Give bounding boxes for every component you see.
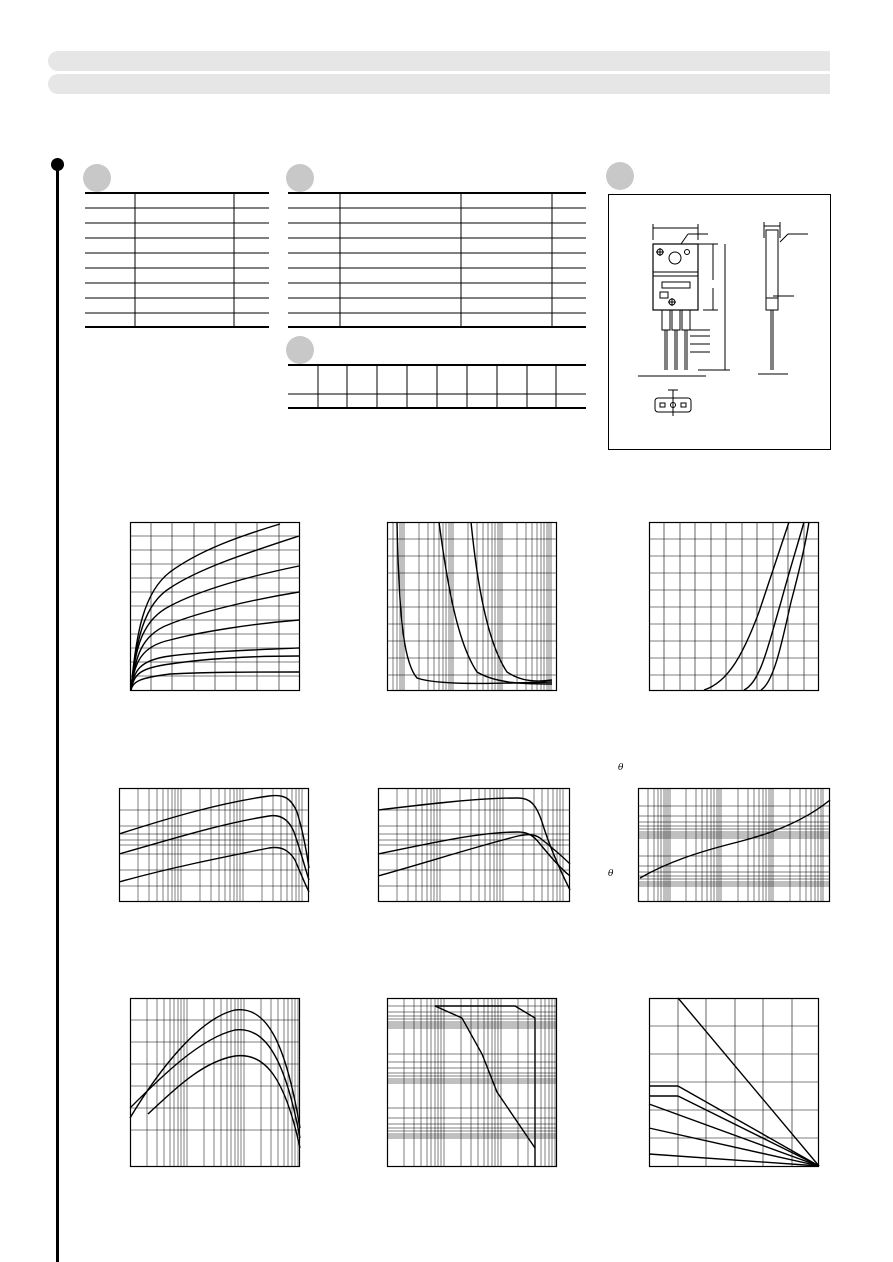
header-band-top	[48, 51, 830, 71]
graph-output-characteristics	[130, 522, 302, 692]
graph-fT-vs-ic	[130, 998, 302, 1168]
characteristics-table	[288, 192, 587, 330]
ratings-table	[85, 192, 270, 330]
graph-thermal-resistance	[638, 788, 832, 904]
left-spine-line	[56, 166, 59, 1262]
outline-section-badge	[606, 162, 634, 190]
graph-hfe-vs-ic-b	[378, 788, 572, 904]
graph-hfe-vs-ic-a	[119, 788, 311, 904]
package-outline-drawing	[608, 194, 832, 452]
ratings-section-badge	[83, 164, 111, 192]
header-band-bottom	[48, 74, 830, 94]
hfe-rank-section-badge	[286, 336, 314, 364]
graph-power-derating	[649, 998, 821, 1168]
graph-transfer-characteristics	[649, 522, 821, 692]
characteristics-section-badge	[286, 164, 314, 192]
spine-bullet-icon	[51, 158, 64, 171]
thermal-theta-label-top: θ	[618, 763, 624, 773]
hfe-rank-table	[288, 364, 587, 412]
thermal-theta-label-axis: θ	[608, 869, 614, 879]
graph-safe-operating-area	[387, 998, 559, 1168]
graph-saturation-voltage	[387, 522, 559, 692]
